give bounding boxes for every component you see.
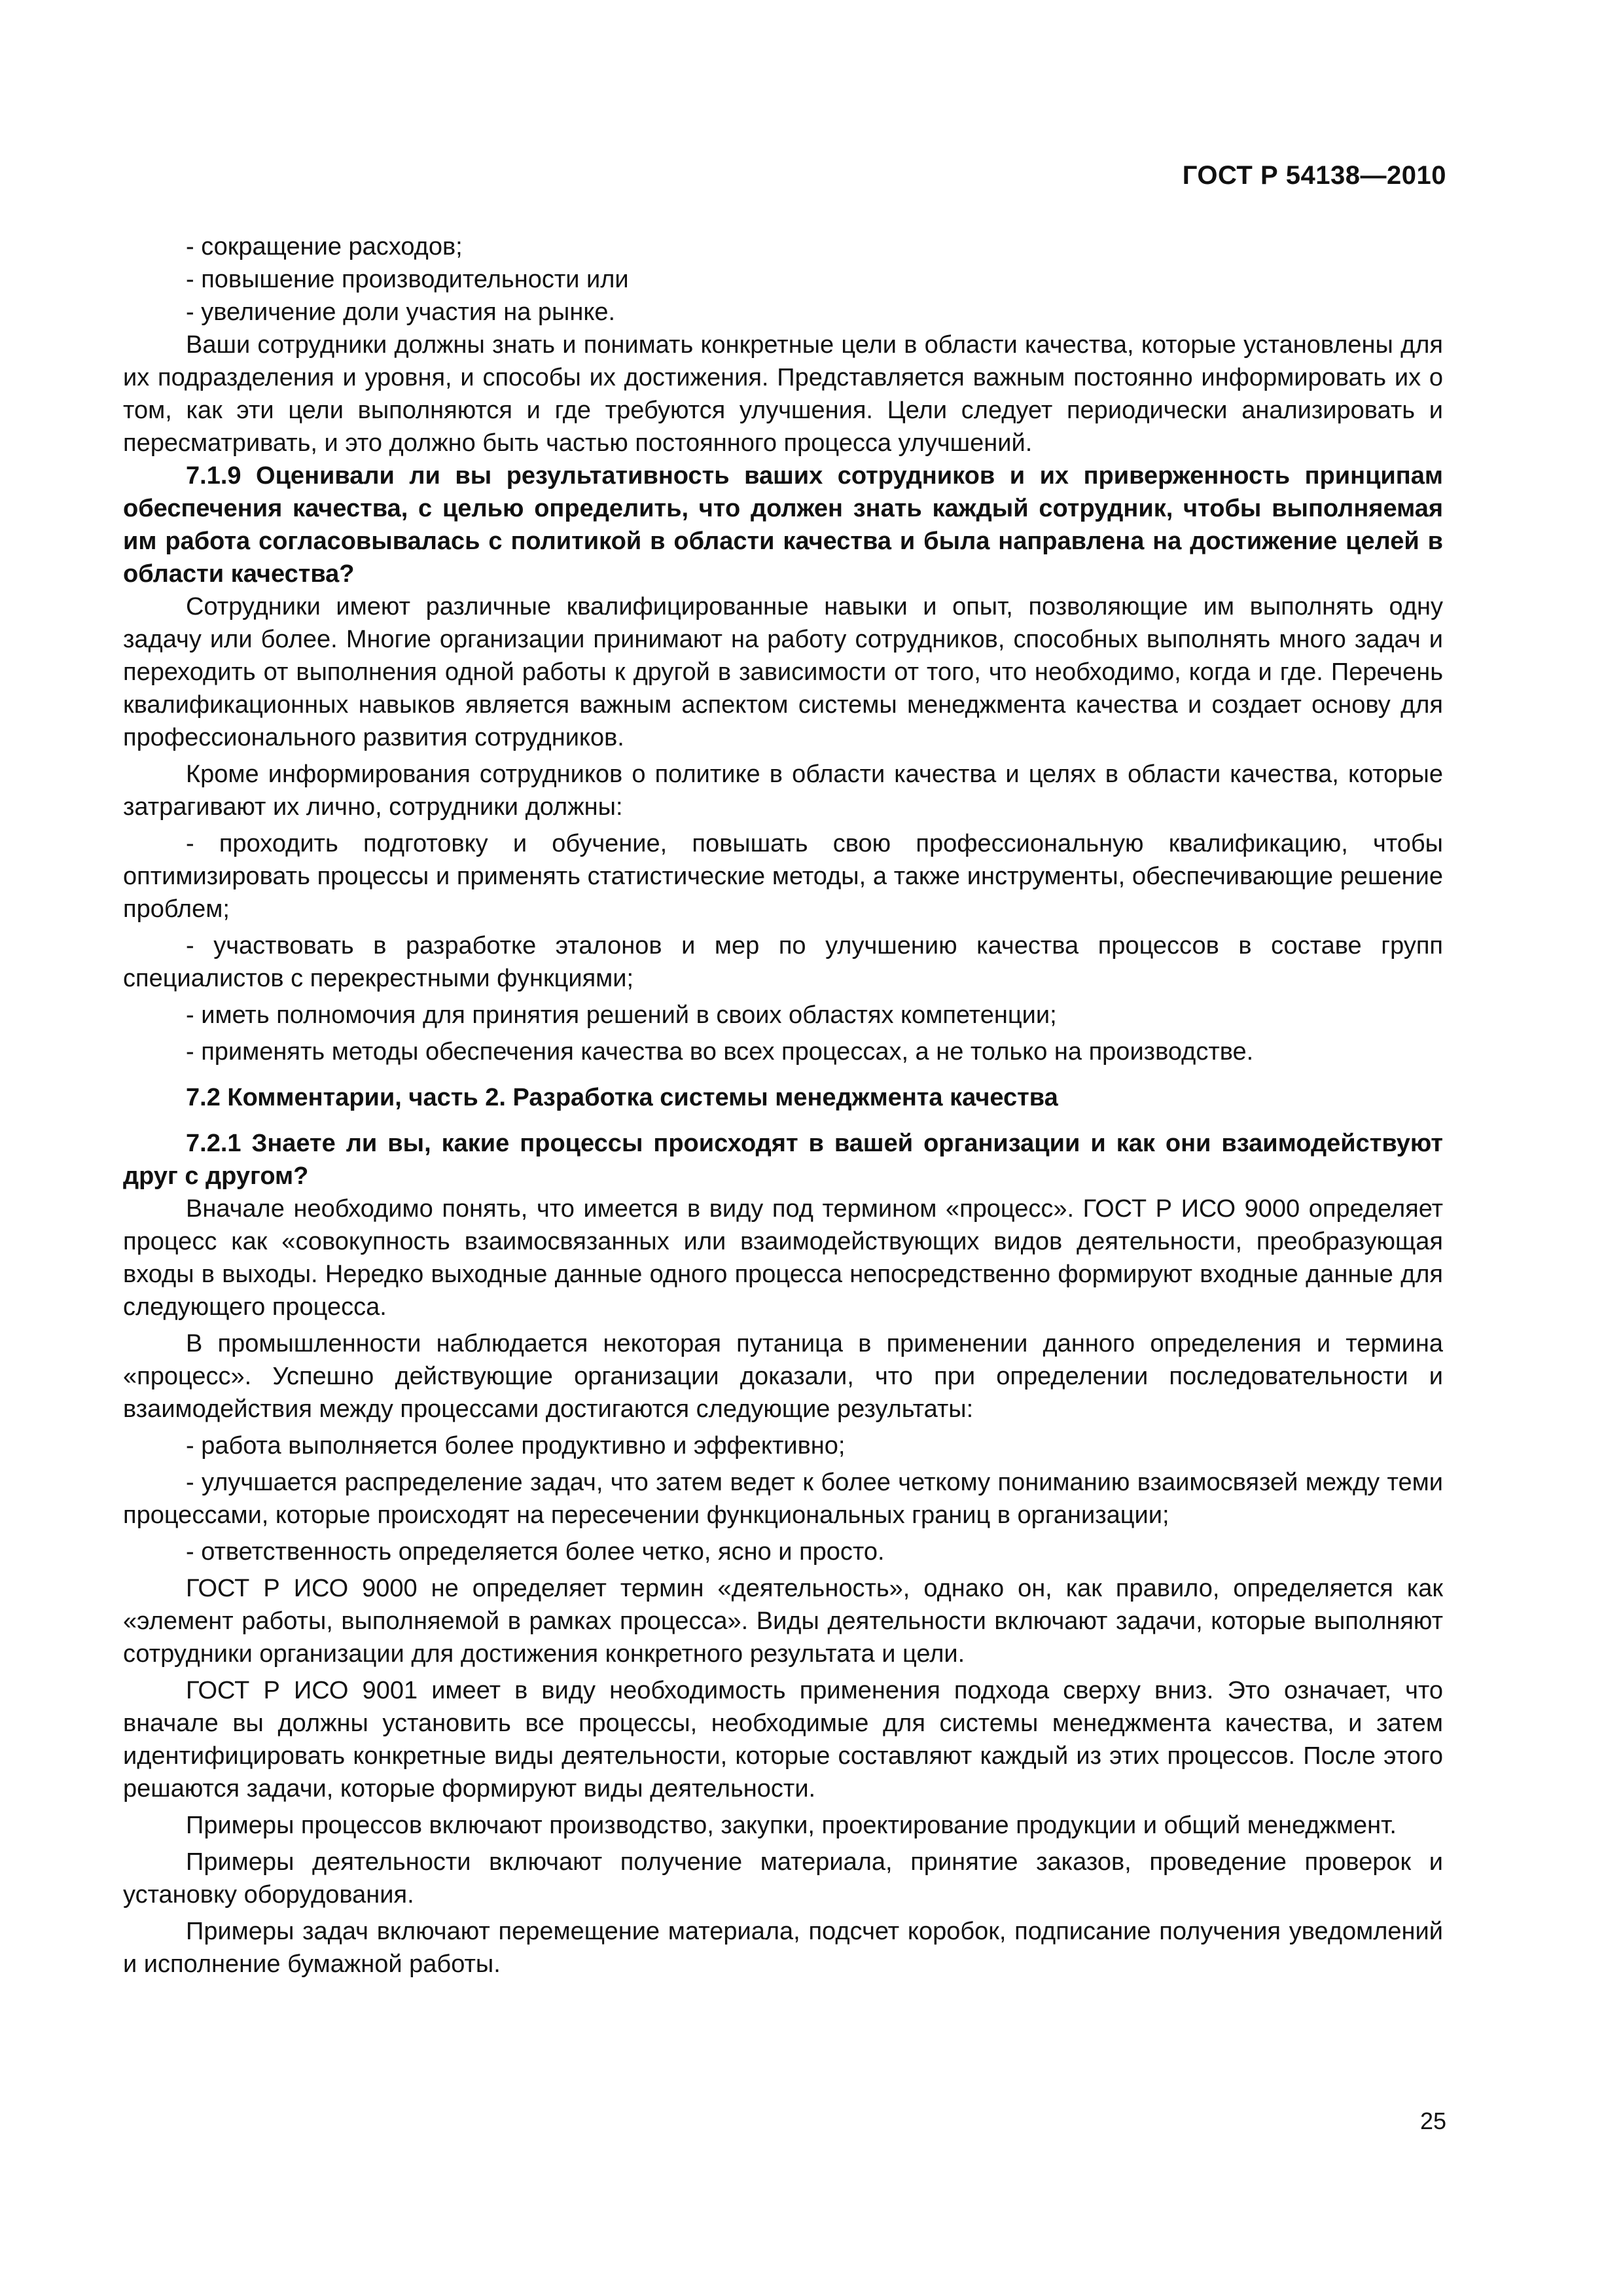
bullet-item: - применять методы обеспечения качества во всех процессах, а не только на производстве. bbox=[186, 1038, 1254, 1066]
bullet-item: - проходить подготовку и обучение, повышать свою профессиональную квалификацию, чтобы оптимизировать процессы и применять статистические методы, а также инструменты, обеспечивающие решение проблем; bbox=[123, 830, 1443, 923]
document-body bbox=[123, 230, 1443, 1981]
subsection-heading-7-1-9: 7.1.9 Оценивали ли вы результативность ваших сотрудников и их приверженность принципам обеспечения качества, с целью определить, что должен знать каждый сотрудник, чтобы выполняемая им работа согласовывалась с политикой в области качества и была направлена на достижение целей в области качества? bbox=[123, 462, 1443, 588]
bullet-item: - участвовать в разработке эталонов и мер по улучшению качества процессов в составе групп специалистов с перекрестными функциями; bbox=[123, 932, 1443, 992]
bullet-item: - сокращение расходов; bbox=[186, 233, 463, 260]
body-paragraph: ГОСТ Р ИСО 9000 не определяет термин «деятельность», однако он, как правило, определяется как «элемент работы, выполняемой в рамках процесса». Виды деятельности включают задачи, которые выполняют сотрудники организации для достижения конкретного результата и цели. bbox=[123, 1575, 1443, 1668]
body-paragraph: Кроме информирования сотрудников о политике в области качества и целях в области качества, которые затрагивают их лично, сотрудники должны: bbox=[123, 761, 1443, 821]
body-paragraph: Вначале необходимо понять, что имеется в виду под термином «процесс». ГОСТ Р ИСО 9000 определяет процесс как «совокупность взаимосвязанных или взаимодействующих видов деятельности, преобразующая входы в выходы. Нередко выходные данные одного процесса непосредственно формируют входные данные для следующего процесса. bbox=[123, 1195, 1443, 1321]
body-paragraph: Ваши сотрудники должны знать и понимать конкретные цели в области качества, которые установлены для их подразделения и уровня, и способы их достижения. Представляется важным постоянно информировать их о том, как эти цели выполняются и где требуются улучшения. Цели следует периодически анализировать и пересматривать, и это должно быть частью постоянного процесса улучшений. bbox=[123, 331, 1443, 457]
body-paragraph: Примеры задач включают перемещение материала, подсчет коробок, подписание получения уведомлений и исполнение бумажной работы. bbox=[123, 1918, 1443, 1978]
body-paragraph: В промышленности наблюдается некоторая путаница в применении данного определения и термина «процесс». Успешно действующие организации доказали, что при определении последовательности и взаимодействия между процессами достигаются следующие результаты: bbox=[123, 1330, 1443, 1423]
bullet-item: - ответственность определяется более четко, ясно и просто. bbox=[186, 1538, 885, 1566]
body-paragraph: Примеры процессов включают производство, закупки, проектирование продукции и общий менеджмент. bbox=[186, 1812, 1397, 1839]
section-heading-7-2: 7.2 Комментарии, часть 2. Разработка системы менеджмента качества bbox=[186, 1084, 1058, 1111]
page-number: 25 bbox=[1419, 2108, 1446, 2134]
body-paragraph: Сотрудники имеют различные квалифицированные навыки и опыт, позволяющие им выполнять одну задачу или более. Многие организации принимают на работу сотрудников, способных выполнять много задач и переходить от выполнения одной работы к другой в зависимости от того, что необходимо, когда и где. Перечень квалификационных навыков является важным аспектом системы менеджмента качества и создает основу для профессионального развития сотрудников. bbox=[123, 593, 1443, 751]
body-paragraph: Примеры деятельности включают получение материала, принятие заказов, проведение проверок и установку оборудования. bbox=[123, 1848, 1443, 1909]
bullet-item: - увеличение доли участия на рынке. bbox=[186, 298, 616, 326]
bullet-item: - иметь полномочия для принятия решений в своих областях компетенции; bbox=[186, 1001, 1057, 1029]
bullet-item: - повышение производительности или bbox=[186, 266, 629, 293]
subsection-heading-7-2-1: 7.2.1 Знаете ли вы, какие процессы происходят в вашей организации и как они взаимодействуют друг с другом? bbox=[123, 1130, 1443, 1190]
body-paragraph: ГОСТ Р ИСО 9001 имеет в виду необходимость применения подхода сверху вниз. Это означает, что вначале вы должны установить все процессы, необходимые для системы менеджмента качества, и затем идентифицировать конкретные виды деятельности, которые составляют каждый из этих процессов. После этого решаются задачи, которые формируют виды деятельности. bbox=[123, 1677, 1443, 1803]
document-id-header: ГОСТ Р 54138—2010 bbox=[1182, 161, 1446, 190]
bullet-item: - работа выполняется более продуктивно и эффективно; bbox=[186, 1432, 846, 1460]
bullet-item: - улучшается распределение задач, что затем ведет к более четкому пониманию взаимосвязей между теми процессами, которые происходят на пересечении функциональных границ в организации; bbox=[123, 1469, 1443, 1529]
